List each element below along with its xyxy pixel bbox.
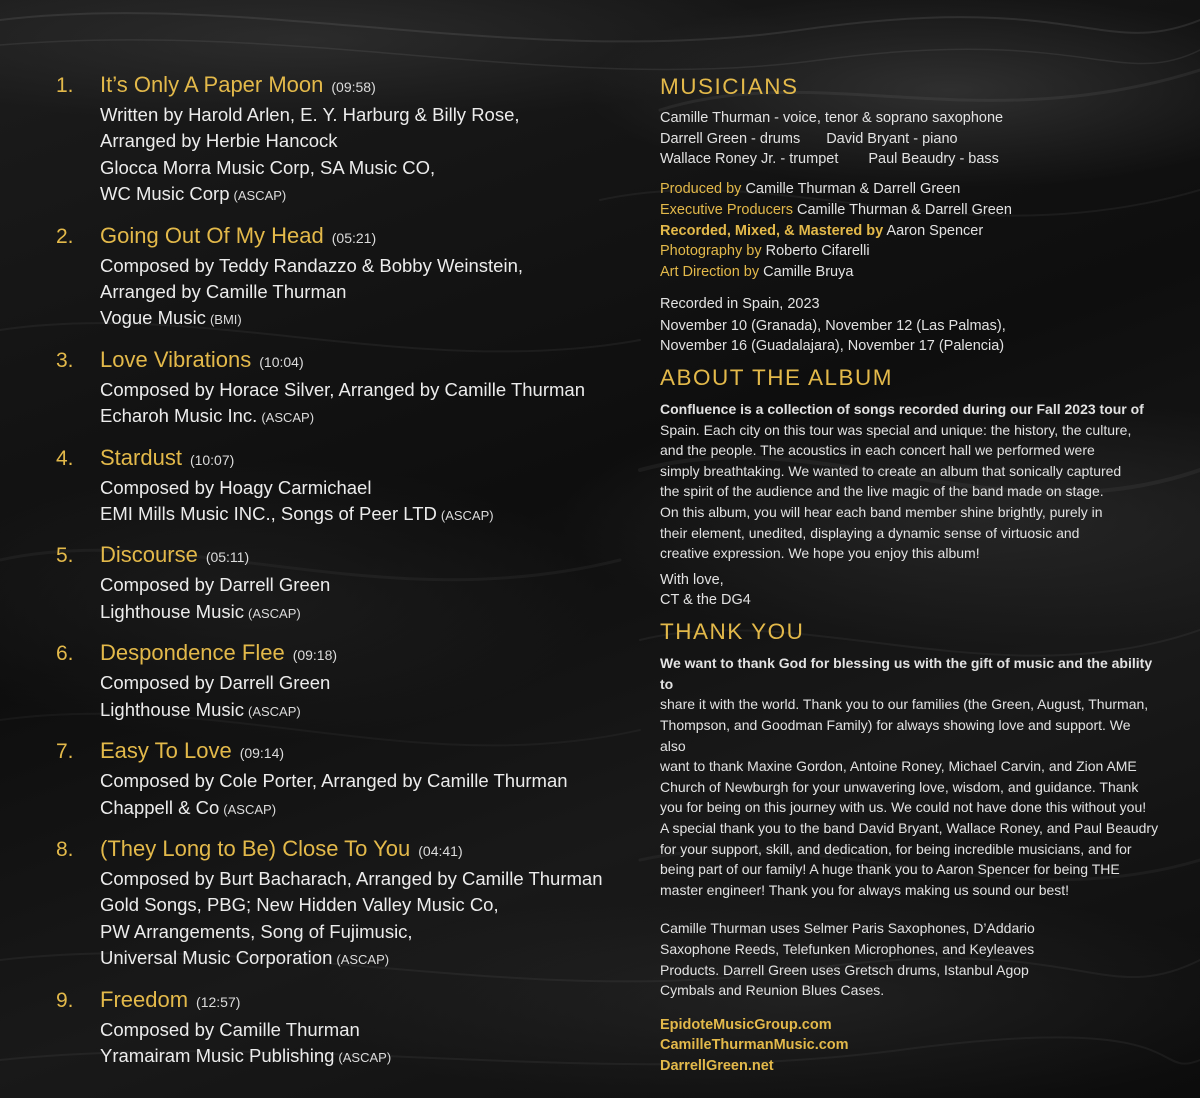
credit-value: Camille Bruya (763, 263, 854, 280)
musician-line: Darrell Green - drums (660, 130, 801, 147)
track-item (56, 223, 646, 334)
endorsement-line: Cymbals and Reunion Blues Cases. (660, 982, 885, 999)
track-title: Going Out Of My Head (100, 222, 324, 248)
track-number: 9. (56, 988, 74, 1012)
track-credit: Arranged by Camille Thurman (100, 281, 347, 303)
track-item (56, 640, 646, 725)
track-society: (ASCAP) (247, 605, 301, 621)
track-publisher: Vogue Music (100, 307, 206, 329)
track-society: (ASCAP) (440, 508, 494, 524)
track-item (56, 445, 646, 530)
website-link[interactable]: EpidoteMusicGroup.com (660, 1016, 832, 1033)
track-title: Despondence Flee (100, 640, 285, 666)
musician-line: Camille Thurman - voice, tenor & soprano saxophone (660, 110, 1004, 126)
track-item (56, 347, 646, 432)
about-line: the spirit of the audience and the live magic of the band made on stage. (660, 483, 1104, 500)
track-credit: Composed by Burt Bacharach, Arranged by Camille Thurman (100, 867, 603, 889)
credit-label: Photography by (660, 243, 762, 260)
track-publisher: Lighthouse Music (100, 698, 244, 720)
track-credit: Written by Harold Arlen, E. Y. Harburg & Billy Rose, (100, 104, 520, 125)
recorded-heading: Recorded in Spain, 2023 (660, 295, 820, 312)
track-number: 6. (56, 642, 74, 666)
signoff: With love, (660, 571, 724, 588)
track-duration: (09:18) (292, 647, 338, 664)
track-publisher: Echaroh Music Inc. (100, 405, 258, 427)
website-link[interactable]: DarrellGreen.net (660, 1057, 774, 1074)
credit-label: Art Direction by (660, 263, 760, 280)
track-item (56, 738, 646, 823)
credit-label: Recorded, Mixed, & Mastered by (660, 222, 884, 239)
about-line: Spain. Each city on this tour was special and unique: the history, the culture, (660, 421, 1132, 438)
musician-line: Wallace Roney Jr. - trumpet (660, 151, 839, 168)
about-line: On this album, you will hear each band member shine brightly, purely in (660, 504, 1103, 520)
track-credit: Composed by Darrell Green (100, 574, 331, 596)
track-society: (ASCAP) (247, 703, 301, 719)
track-number: 2. (56, 224, 74, 248)
thank-you-heading: THANK YOU (660, 619, 805, 645)
thanks-line: you for being on this journey with us. We could not have done this without you! (660, 799, 1147, 816)
track-duration: (09:58) (331, 79, 376, 95)
track-item (56, 836, 646, 974)
thanks-line: We want to thank God for blessing us with the gift of music and the ability to (660, 655, 1153, 692)
about-line: Confluence is a collection of songs recorded during our Fall 2023 tour of (660, 401, 1144, 418)
track-title: Love Vibrations (100, 346, 252, 372)
track-duration: (10:04) (259, 353, 304, 370)
tracklist (56, 72, 646, 1084)
track-credit: Glocca Morra Music Corp, SA Music CO, (100, 156, 436, 178)
track-publisher: WC Music Corp (100, 183, 230, 205)
track-number: 3. (56, 348, 74, 372)
track-number: 4. (56, 446, 74, 470)
thanks-line: for your support, skill, and dedication, for being incredible musicians, and for (660, 840, 1132, 857)
track-publisher: EMI Mills Music INC., Songs of Peer LTD (100, 503, 437, 525)
credit-label: Produced by (660, 181, 742, 198)
track-society: (BMI) (209, 312, 242, 328)
track-item (56, 987, 646, 1072)
track-publisher: Universal Music Corporation (100, 947, 333, 969)
thanks-line: share it with the world. Thank you to our families (the Green, August, Thurman, (660, 696, 1149, 713)
thanks-line: Church of Newburgh for your unwavering love, wisdom, and guidance. Thank (660, 778, 1139, 795)
track-society: (ASCAP) (261, 410, 315, 426)
track-number: 1. (56, 74, 74, 97)
track-credit: Composed by Cole Porter, Arranged by Camille Thurman (100, 770, 568, 792)
credit-value: Roberto Cifarelli (765, 243, 870, 260)
track-title: Easy To Love (100, 738, 232, 764)
track-credit: PW Arrangements, Song of Fujimusic, (100, 920, 413, 942)
track-number: 5. (56, 544, 74, 568)
about-line: simply breathtaking. We wanted to create an album that sonically captured (660, 462, 1122, 479)
track-credit: Composed by Horace Silver, Arranged by Camille Thurman (100, 378, 585, 400)
thanks-line: want to thank Maxine Gordon, Antoine Roney, Michael Carvin, and Zion AME (660, 758, 1137, 775)
musicians-heading: MUSICIANS (660, 74, 799, 99)
track-duration: (04:41) (418, 842, 463, 859)
track-publisher: Yramairam Music Publishing (100, 1044, 335, 1066)
credit-value: Aaron Spencer (886, 222, 984, 239)
track-credit: Composed by Camille Thurman (100, 1018, 360, 1040)
about-heading: ABOUT THE ALBUM (660, 365, 893, 391)
track-number: 7. (56, 740, 74, 764)
musician-line: David Bryant - piano (826, 130, 958, 147)
track-title: Stardust (100, 444, 182, 470)
track-item (56, 72, 646, 210)
track-publisher: Chappell & Co (100, 796, 220, 818)
credit-label: Executive Producers (660, 201, 793, 218)
credit-value: Camille Thurman & Darrell Green (797, 201, 1012, 218)
track-title: Discourse (100, 542, 198, 568)
website-link[interactable]: CamilleThurmanMusic.com (660, 1037, 849, 1054)
thank-you-text (660, 653, 1160, 900)
about-line: and the people. The acoustics in each concert hall we performed were (660, 442, 1095, 459)
track-credit: Gold Songs, PBG; New Hidden Valley Music Co, (100, 894, 499, 916)
track-society: (ASCAP) (336, 952, 390, 968)
track-credit: Arranged by Herbie Hancock (100, 130, 338, 152)
musician-line: Paul Beaudry - bass (868, 151, 999, 168)
track-duration: (05:21) (331, 229, 377, 246)
track-society: (ASCAP) (223, 801, 277, 817)
track-publisher: Lighthouse Music (100, 600, 244, 622)
about-line: creative expression. We hope you enjoy this album! (660, 545, 980, 562)
thanks-line: Thompson, and Goodman Family) for always showing love and support. We also (660, 716, 1131, 754)
thanks-line: being part of our family! A huge thank you to Aaron Spencer for being THE (660, 861, 1120, 878)
endorsement-line: Saxophone Reeds, Telefunken Microphones, and Keyleaves (660, 940, 1035, 957)
track-number: 8. (56, 837, 74, 861)
track-duration: (12:57) (196, 993, 241, 1010)
album-info-column (660, 72, 1160, 1076)
about-line: their element, unedited, displaying a dynamic sense of virtuosic and (660, 524, 1080, 541)
about-text (660, 399, 1160, 564)
thanks-line: master engineer! Thank you for always making us sound our best! (660, 881, 1070, 898)
track-credit: Composed by Darrell Green (100, 672, 331, 694)
track-credit: Composed by Hoagy Carmichael (100, 476, 372, 498)
signoff: CT & the DG4 (660, 592, 751, 609)
track-duration: (09:14) (239, 745, 285, 762)
track-society: (ASCAP) (338, 1049, 392, 1065)
recorded-dates: November 10 (Granada), November 12 (Las Palmas), (660, 317, 1006, 334)
track-title: It’s Only A Paper Moon (100, 72, 324, 97)
thanks-line: A special thank you to the band David Bryant, Wallace Roney, and Paul Beaudry (660, 819, 1159, 836)
track-item (56, 542, 646, 627)
endorsement-line: Camille Thurman uses Selmer Paris Saxophones, D’Addario (660, 920, 1035, 937)
track-title: (They Long to Be) Close To You (100, 835, 411, 861)
track-title: Freedom (100, 986, 189, 1012)
recorded-dates: November 16 (Guadalajara), November 17 (Palencia) (660, 338, 1005, 355)
track-duration: (10:07) (189, 451, 235, 468)
track-credit: Composed by Teddy Randazzo & Bobby Weinstein, (100, 254, 524, 276)
credit-value: Camille Thurman & Darrell Green (745, 181, 961, 198)
track-duration: (05:11) (205, 549, 250, 566)
endorsement-line: Products. Darrell Green uses Gretsch drums, Istanbul Agop (660, 961, 1029, 978)
track-society: (ASCAP) (233, 188, 287, 204)
endorsements-text (660, 918, 1160, 1000)
